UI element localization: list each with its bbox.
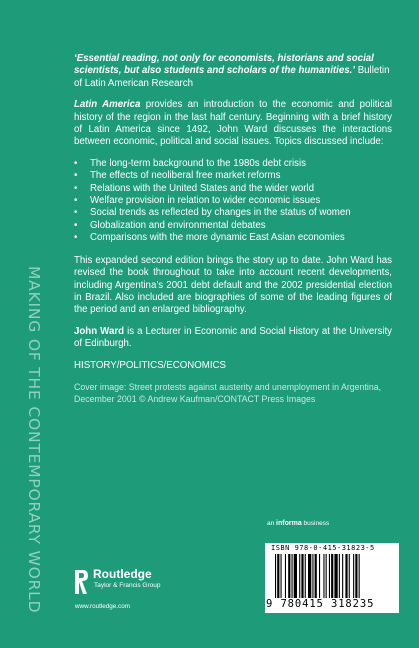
barcode-area [265, 531, 399, 613]
book-description [74, 99, 392, 149]
bullet-icon: • [74, 207, 78, 219]
list-item [74, 220, 392, 232]
bullet-icon: • [74, 232, 78, 244]
bullet-icon: • [74, 219, 78, 231]
review-quote [74, 53, 392, 90]
topic-text: Welfare provision in relation to wider economic issues [90, 195, 321, 207]
topic-text: Comparisons with the more dynamic East Asian economies [90, 232, 345, 244]
topic-text: Relations with the United States and the wider world [90, 182, 315, 194]
list-item [74, 170, 392, 182]
publisher-logo [73, 567, 193, 613]
book-title: Latin America [74, 99, 141, 111]
author-name: John Ward [74, 325, 125, 337]
list-item [74, 232, 392, 244]
series-title-spine: MAKING OF THE CONTEMPORARY WORLD [25, 266, 43, 614]
edition-note: This expanded second edition brings the story up to date. John Ward has revised the book throughout to take into account recent developments, including Argentina’s 2001 debt default and the 2002 presidential election in Brazil. Also included are biographies of some of the leading figures of the period and an enlarged bibliography. [74, 254, 392, 316]
author-bio [74, 326, 392, 351]
topic-text: The long-term background to the 1980s debt crisis [90, 157, 306, 169]
publisher-group: Taylor & Francis Group [94, 582, 161, 589]
quote-source: Bulletin of Latin American Research [74, 65, 390, 89]
description-text: provides an introduction to the economic and political history of the region in the last half century. Beginning with a brief history of Latin America since 1492, John Ward discusses the interactions between economic, political and social issues. Topics discussed include: [74, 99, 392, 148]
bullet-icon: • [74, 157, 78, 169]
back-cover-content [74, 53, 392, 405]
list-item [74, 195, 392, 207]
topic-text: Globalization and environmental debates [90, 219, 266, 231]
isbn-label: ISBN 978-0-415-31823-5 [271, 544, 375, 552]
bullet-icon: • [74, 170, 78, 182]
informa-brand: informa [276, 520, 302, 527]
author-bio-text: is a Lecturer in Economic and Social History at the University of Edinburgh. [74, 325, 393, 350]
list-item [74, 158, 392, 170]
list-item [74, 207, 392, 219]
routledge-logo-icon [73, 568, 89, 596]
informa-suffix: business [303, 520, 330, 527]
isbn-digits: 9 780415 318235 [266, 598, 375, 610]
list-item [74, 183, 392, 195]
bullet-icon: • [74, 195, 78, 207]
quote-text: ‘Essential reading, not only for economists, historians and social scientists, but also students and scholars of the humanities.’ [74, 53, 374, 77]
cover-image-credit: Cover image: Street protests against austerity and unemployment in Argentina, December 2001 © Andrew Kaufman/CONTACT Press Images [74, 381, 382, 404]
topics-list [74, 158, 392, 245]
bullet-icon: • [74, 182, 78, 194]
informa-tagline [267, 520, 329, 527]
barcode-icon [275, 554, 389, 598]
topic-text: The effects of neoliberal free market reforms [90, 170, 281, 182]
topic-text: Social trends as reflected by changes in the status of women [90, 207, 351, 219]
subject-category: HISTORY/POLITICS/ECONOMICS [74, 359, 226, 371]
isbn-barcode [265, 543, 399, 613]
publisher-url: www.routledge.com [75, 603, 130, 610]
publisher-name: Routledge [93, 567, 152, 581]
informa-prefix: an [267, 520, 275, 527]
